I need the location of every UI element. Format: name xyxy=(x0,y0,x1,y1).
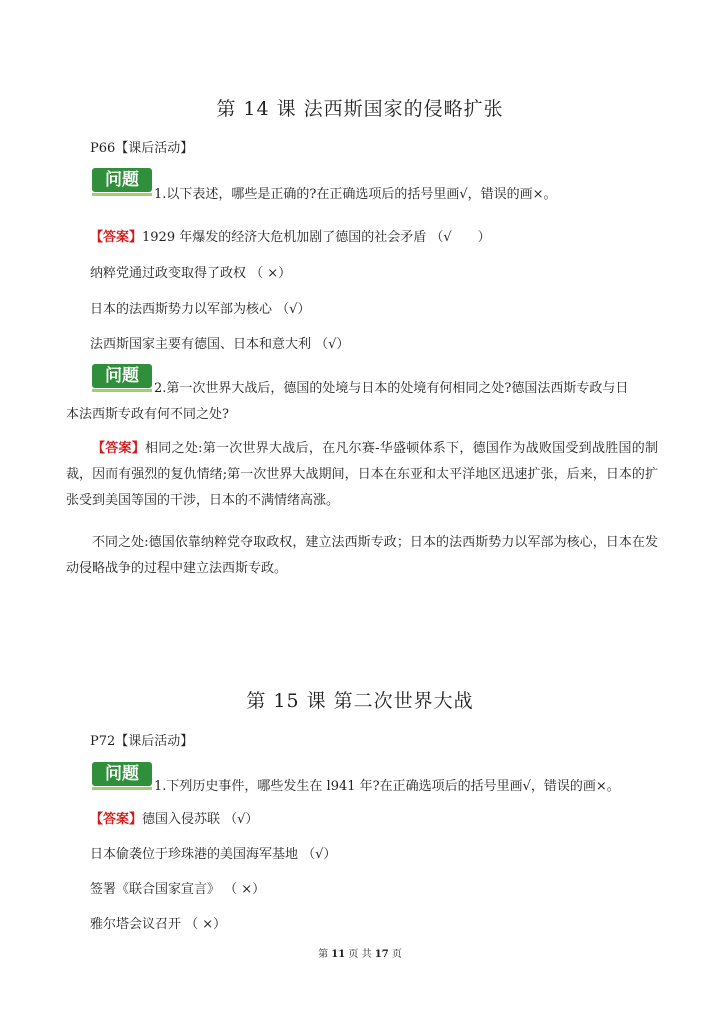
answer-line: 日本的法西斯势力以军部为核心 （√） xyxy=(90,302,311,317)
footer-prefix: 第 xyxy=(318,949,329,960)
lesson-14-title: 第 14 课 法西斯国家的侵略扩张 xyxy=(216,98,504,120)
question-text-line-1: 2.第一次世界大战后，德国的处境与日本的处境有何相同之处?德国法西斯专政与日 xyxy=(154,381,629,396)
question-badge-label: 问题 xyxy=(92,762,152,786)
total-page-number: 17 xyxy=(374,949,389,960)
lesson-14-section-label: P66【课后活动】 xyxy=(90,141,194,156)
question-text: 1.以下表述，哪些是正确的?在正确选项后的括号里画√，错误的画×。 xyxy=(154,187,557,202)
question-text-line-2: 本法西斯专政有何不同之处? xyxy=(66,407,229,422)
question-badge-underline xyxy=(92,193,152,196)
answer-tag: 【答案】 xyxy=(90,812,143,827)
footer-suffix: 页 xyxy=(391,949,402,960)
question-badge-label: 问题 xyxy=(92,364,152,388)
answer-line: 纳粹党通过政变取得了政权 （ ×） xyxy=(90,266,292,281)
answer-tag: 【答案】 xyxy=(90,230,143,245)
answer-line: 日本偷袭位于珍珠港的美国海军基地 （√） xyxy=(90,847,337,862)
question-badge xyxy=(92,364,152,392)
question-badge xyxy=(92,168,152,196)
lesson-15-title: 第 15 课 第二次世界大战 xyxy=(246,690,474,712)
question-text: 1.下列历史事件，哪些发生在 l941 年?在正确选项后的括号里画√，错误的画×。 xyxy=(154,779,620,794)
page-footer xyxy=(0,945,720,960)
lesson-15-section-label: P72【课后活动】 xyxy=(90,734,194,749)
answer-line: 法西斯国家主要有德国、日本和意大利 （√） xyxy=(90,337,350,352)
answer-text: 德国入侵苏联 （√） xyxy=(142,812,259,827)
question-badge-underline xyxy=(92,787,152,790)
answer-text: 相同之处:第一次世界大战后，在凡尔赛-华盛顿体系下，德国作为战败国受到战胜国的制裁，因而有强烈的复仇情绪;第一次世界大战期间，日本在东亚和太平洋地区迅速扩张，后来，日本的扩张受到美国等国的干涉，日本的不满情绪高涨。 xyxy=(66,441,658,508)
answer-text: 1929 年爆发的经济大危机加剧了德国的社会矛盾 （√ ） xyxy=(142,230,491,245)
question-badge xyxy=(92,762,152,790)
question-badge-underline xyxy=(92,389,152,392)
answer-paragraph-differences: 不同之处:德国依靠纳粹党夺取政权，建立法西斯专政；日本的法西斯势力以军部为核心，日本在发动侵略战争的过程中建立法西斯专政。 xyxy=(66,535,658,576)
answer-tag: 【答案】 xyxy=(92,441,146,456)
current-page-number: 11 xyxy=(331,949,346,960)
footer-middle: 页 共 xyxy=(348,949,372,960)
answer-line: 签署《联合国家宣言》 （ ×） xyxy=(90,882,266,897)
answer-line xyxy=(90,808,258,827)
answer-line: 雅尔塔会议召开 （ ×） xyxy=(90,917,227,932)
question-badge-label: 问题 xyxy=(92,168,152,192)
answer-paragraph-similarities xyxy=(66,436,658,514)
answer-line xyxy=(90,226,491,245)
